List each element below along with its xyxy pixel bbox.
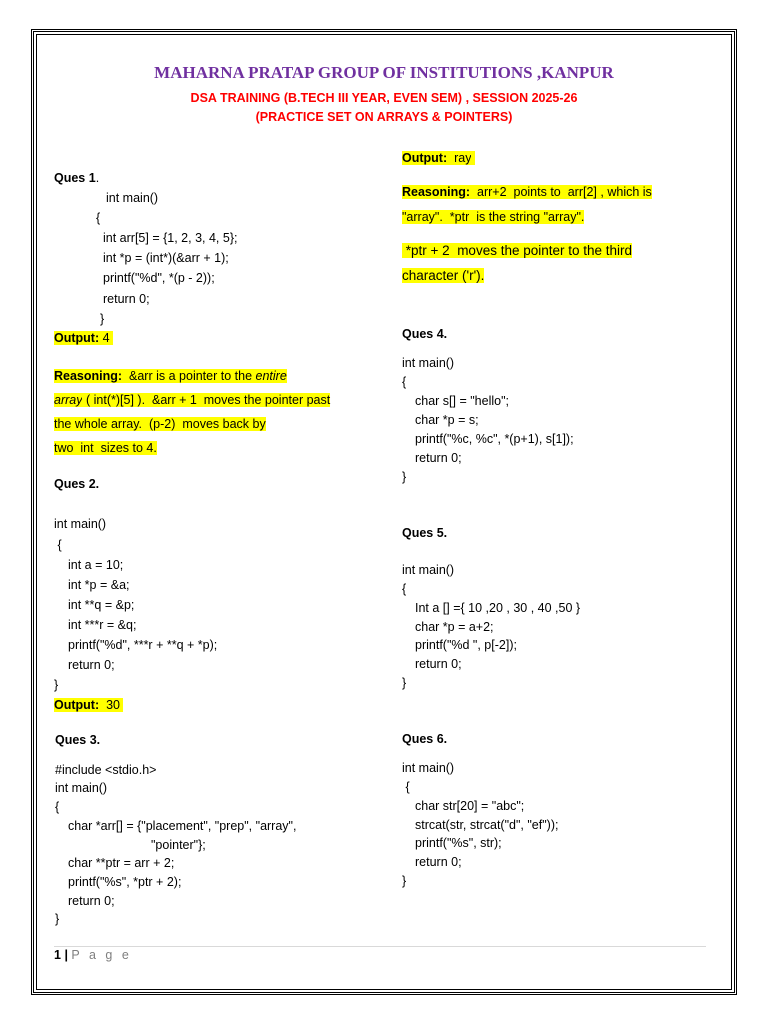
q4-code-line: int main() bbox=[402, 356, 455, 370]
q3-code-line: char *arr[] = {"placement", "prep", "array", bbox=[68, 819, 297, 833]
q5-label: Ques 5. bbox=[402, 526, 448, 540]
q5-code-line: char *p = a+2; bbox=[415, 620, 494, 634]
q2-code-line: int **q = &p; bbox=[68, 598, 135, 612]
q4-code-line: return 0; bbox=[415, 451, 462, 465]
page-separator: | bbox=[64, 948, 68, 962]
footer-rule bbox=[54, 946, 706, 947]
q1-reasoning-text: ). bbox=[137, 393, 146, 407]
q3-output bbox=[402, 151, 475, 166]
q6-label: Ques 6. bbox=[402, 732, 448, 746]
q6-code-line: { bbox=[402, 780, 410, 794]
q6-code-line: printf("%s", str); bbox=[415, 836, 502, 850]
q5-code-line: { bbox=[402, 582, 407, 596]
q1-label-dot: . bbox=[95, 171, 100, 185]
q2-code-line: int *p = &a; bbox=[68, 578, 130, 592]
q1-reasoning-text: moves the pointer past bbox=[203, 393, 331, 407]
q2-code-line: { bbox=[54, 538, 62, 552]
q1-reasoning-text: array bbox=[54, 393, 83, 407]
q1-reasoning-label: Reasoning: bbox=[54, 369, 123, 383]
q3-reasoning-text: points to bbox=[513, 185, 561, 199]
q4-code-line: char s[] = "hello"; bbox=[415, 394, 509, 408]
q3-code-line: return 0; bbox=[68, 894, 115, 908]
q6-code-line: return 0; bbox=[415, 855, 462, 869]
q3-code-line: "pointer"}; bbox=[151, 838, 206, 852]
q2-code-line: int main() bbox=[54, 517, 107, 531]
q1-reasoning-text: ( bbox=[85, 393, 91, 407]
q1-code-line: } bbox=[100, 312, 105, 326]
q3-reasoning-text: arr[2] bbox=[567, 185, 597, 199]
q2-code-line: int a = 10; bbox=[68, 558, 124, 572]
q1-reasoning-text: &arr + 1 bbox=[152, 393, 197, 407]
q3-code-line: int main() bbox=[55, 781, 108, 795]
q1-reasoning-text: two bbox=[54, 441, 74, 455]
q1-reasoning-text: entire bbox=[255, 369, 287, 383]
q3-reasoning-label: Reasoning: bbox=[402, 185, 471, 199]
q1-code-line: return 0; bbox=[103, 292, 150, 306]
q4-code-line: char *p = s; bbox=[415, 413, 479, 427]
q3-reasoning-text: "array". bbox=[402, 210, 443, 224]
q1-output-label: Output: bbox=[54, 331, 100, 345]
q6-code-line: int main() bbox=[402, 761, 455, 775]
q2-label: Ques 2. bbox=[54, 477, 100, 491]
q2-output-label: Output: bbox=[54, 698, 100, 712]
q3-reasoning-text: is the string "array". bbox=[476, 210, 585, 224]
q1-code-line: int *p = (int*)(&arr + 1); bbox=[103, 251, 229, 265]
q1-output-value: 4 bbox=[102, 331, 110, 345]
q1-heading bbox=[54, 171, 99, 186]
q3-reasoning-text: character ('r'). bbox=[402, 268, 485, 283]
q3-reasoning-text: , which is bbox=[600, 185, 652, 199]
page-border-inner bbox=[36, 34, 732, 990]
q3-code-line: char **ptr = arr + 2; bbox=[68, 856, 175, 870]
q1-label: Ques 1 bbox=[54, 171, 96, 185]
q1-code-line: printf("%d", *(p - 2)); bbox=[103, 271, 215, 285]
q6-code-line: char str[20] = "abc"; bbox=[415, 799, 525, 813]
q1-reasoning-text: (p-2) bbox=[148, 417, 176, 431]
q1-code-line: int arr[5] = {1, 2, 3, 4, 5}; bbox=[103, 231, 238, 245]
q4-label: Ques 4. bbox=[402, 327, 448, 341]
q5-code-line: printf("%d ", p[-2]); bbox=[415, 638, 517, 652]
q2-output-value: 30 bbox=[106, 698, 120, 712]
q1-code-line: { bbox=[96, 211, 101, 225]
q1-reasoning-text: the whole array. bbox=[54, 417, 143, 431]
q1-code-line: int main() bbox=[106, 191, 159, 205]
q3-code-line: printf("%s", *ptr + 2); bbox=[68, 875, 182, 889]
q3-code-line: #include <stdio.h> bbox=[55, 763, 157, 777]
page-subtitle-topic: (PRACTICE SET ON ARRAYS & POINTERS) bbox=[255, 110, 513, 124]
q1-output bbox=[54, 331, 113, 346]
q3-reasoning-text: *ptr bbox=[449, 210, 470, 224]
q1-reasoning-text: sizes to 4. bbox=[100, 441, 157, 455]
q3-label: Ques 3. bbox=[55, 733, 101, 747]
q3-reasoning-text: arr+2 bbox=[477, 185, 507, 199]
q1-reasoning-text: int bbox=[80, 441, 94, 455]
q5-code-line: return 0; bbox=[415, 657, 462, 671]
q3-reasoning bbox=[402, 180, 652, 230]
q3-reasoning-text: *ptr + 2 bbox=[405, 243, 450, 258]
page-title: MAHARNA PRATAP GROUP OF INSTITUTIONS ,KANPUR bbox=[154, 63, 614, 82]
q3-reasoning-detail bbox=[402, 238, 632, 288]
q1-reasoning bbox=[54, 364, 330, 460]
q5-code-line: Int a [] ={ 10 ,20 , 30 , 40 ,50 } bbox=[415, 601, 581, 615]
q2-code-line: } bbox=[54, 678, 59, 692]
q4-code-line: printf("%c, %c", *(p+1), s[1]); bbox=[415, 432, 574, 446]
q1-reasoning-text: is a pointer to the bbox=[156, 369, 253, 383]
page-footer bbox=[54, 948, 132, 962]
q2-code-line: return 0; bbox=[68, 658, 115, 672]
q4-code-line: } bbox=[402, 470, 407, 484]
q4-code-line: { bbox=[402, 375, 407, 389]
page-word: P a g e bbox=[71, 948, 132, 962]
q3-output-label: Output: bbox=[402, 151, 448, 165]
q5-code-line: } bbox=[402, 676, 407, 690]
page-number: 1 bbox=[54, 948, 61, 962]
q2-output bbox=[54, 698, 123, 713]
q6-code-line: } bbox=[402, 874, 407, 888]
q3-reasoning-text: moves the pointer to the third bbox=[457, 243, 633, 258]
q2-code-line: printf("%d", ***r + **q + *p); bbox=[68, 638, 218, 652]
q2-code-line: int ***r = &q; bbox=[68, 618, 137, 632]
q3-code-line: } bbox=[55, 912, 60, 926]
q6-code-line: strcat(str, strcat("d", "ef")); bbox=[415, 818, 559, 832]
q5-code-line: int main() bbox=[402, 563, 455, 577]
q1-reasoning-text: moves back by bbox=[182, 417, 266, 431]
q3-code-line: { bbox=[55, 800, 60, 814]
page-subtitle-session: DSA TRAINING (B.TECH III YEAR, EVEN SEM) , SESSION 2025-26 bbox=[190, 91, 578, 105]
q3-output-value: ray bbox=[454, 151, 472, 165]
q1-reasoning-text: int(*)[5] bbox=[93, 393, 134, 407]
q1-reasoning-text: &arr bbox=[129, 369, 153, 383]
